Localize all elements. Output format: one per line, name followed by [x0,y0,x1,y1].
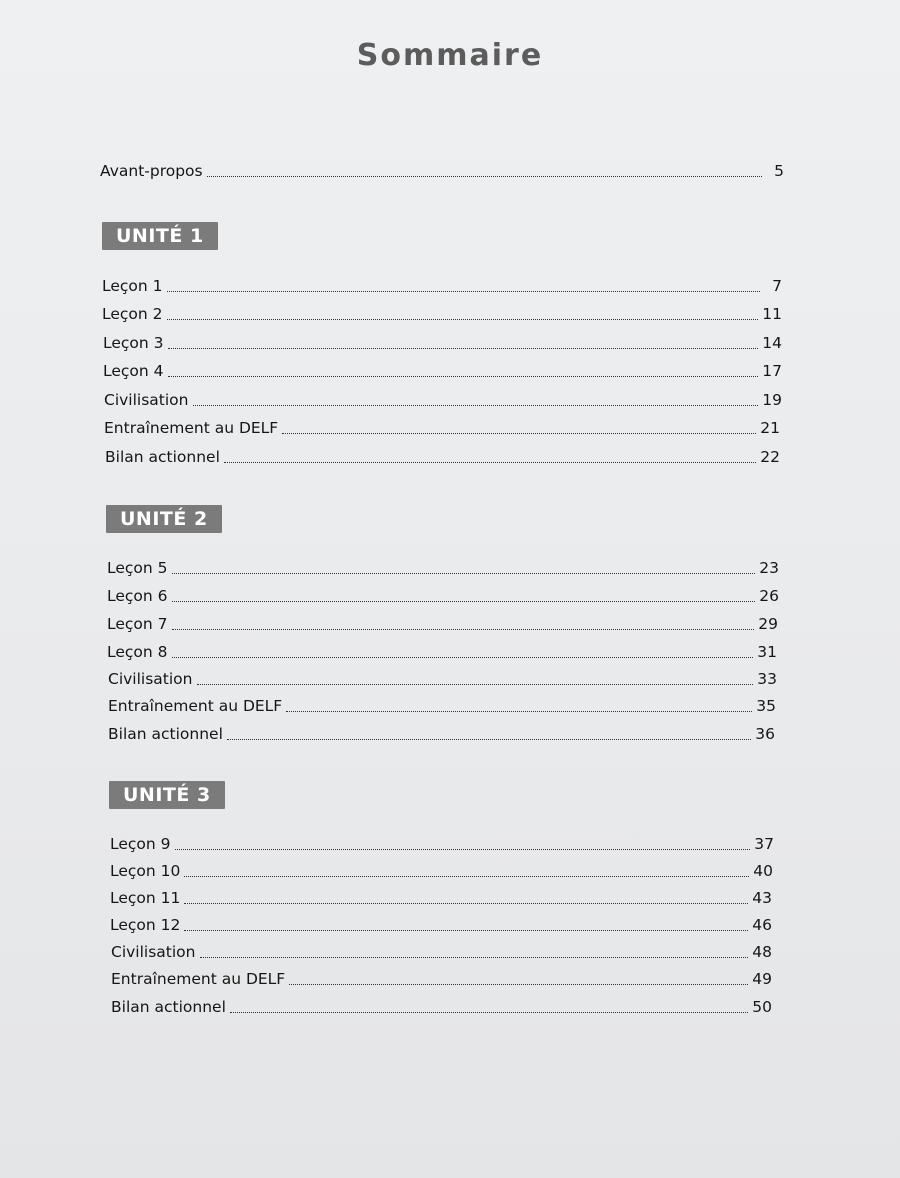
toc-entry [108,666,777,688]
toc-entry-page: 11 [762,305,782,323]
toc-entry [110,831,774,853]
toc-entry-label: Leçon 5 [107,559,168,577]
toc-entry-label: Bilan actionnel [105,448,220,466]
toc-entry-page: 19 [762,391,782,409]
toc-entry [102,301,782,323]
toc-entry-label: Entraînement au DELF [111,970,286,988]
dot-leader [172,600,756,602]
toc-entry-page: 43 [752,889,772,907]
toc-entry-label: Civilisation [108,670,193,688]
toc-entry-page: 21 [760,419,780,437]
toc-entry-label: Bilan actionnel [108,725,223,743]
toc-entry-page: 22 [760,448,780,466]
toc-entry-page: 49 [752,970,772,988]
toc-entry [111,994,772,1016]
toc-entry [102,273,782,295]
dot-leader [193,404,759,406]
toc-entry-page: 5 [774,162,784,180]
toc-entry-page: 40 [753,862,773,880]
toc-entry-page: 26 [759,587,779,605]
toc-entry-label: Entraînement au DELF [108,697,283,715]
toc-entry-page: 7 [772,277,782,295]
dot-leader [286,710,752,712]
toc-entry [105,444,780,466]
toc-entry-label: Leçon 8 [107,643,168,661]
toc-entry-label: Leçon 6 [107,587,168,605]
toc-entry-label: Leçon 7 [107,615,168,633]
toc-entry [108,721,775,743]
unit-badge-3: UNITÉ 3 [109,781,225,809]
unit-badge-2: UNITÉ 2 [106,505,222,533]
dot-leader [167,290,760,292]
toc-entry-page: 14 [762,334,782,352]
toc-entry-label: Leçon 12 [110,916,181,934]
toc-entry [108,693,776,715]
toc-entry-label: Entraînement au DELF [104,419,279,437]
toc-entry [107,639,777,661]
toc-entry-page: 50 [752,998,772,1016]
dot-leader [289,983,748,985]
toc-entry-page: 37 [754,835,774,853]
dot-leader [172,656,754,658]
dot-leader [184,929,748,931]
toc-entry-page: 17 [762,362,782,380]
unit-badge-1: UNITÉ 1 [102,222,218,250]
toc-entry-label: Leçon 1 [102,277,163,295]
toc-entry-label: Leçon 3 [103,334,164,352]
toc-entry [111,939,772,961]
toc-entry-page: 23 [759,559,779,577]
toc-entry-page: 48 [752,943,772,961]
toc-entry [110,858,773,880]
dot-leader [184,875,749,877]
toc-entry [103,358,782,380]
dot-leader [282,432,756,434]
toc-entry-label: Leçon 11 [110,889,181,907]
dot-leader [168,347,759,349]
dot-leader [172,572,756,574]
toc-entry [107,611,778,633]
toc-entry-avant-propos [100,158,784,180]
toc-entry-page: 33 [757,670,777,688]
dot-leader [172,628,755,630]
toc-entry-label: Leçon 2 [102,305,163,323]
toc-entry-label: Leçon 9 [110,835,171,853]
dot-leader [184,902,748,904]
toc-entry-label: Avant-propos [100,162,203,180]
toc-entry-label: Leçon 4 [103,362,164,380]
toc-entry-page: 29 [758,615,778,633]
toc-entry [103,330,782,352]
page-title: Sommaire [356,38,544,73]
toc-entry-page: 36 [755,725,775,743]
toc-entry-page: 46 [752,916,772,934]
toc-entry-label: Civilisation [104,391,189,409]
dot-leader [230,1011,748,1013]
dot-leader [227,738,751,740]
dot-leader [175,848,751,850]
dot-leader [167,318,759,320]
toc-entry [107,555,779,577]
toc-entry [110,912,772,934]
toc-entry [111,966,772,988]
toc-entry-label: Leçon 10 [110,862,181,880]
toc-entry [104,387,782,409]
toc-entry [107,583,779,605]
toc-entry-label: Bilan actionnel [111,998,226,1016]
toc-entry-label: Civilisation [111,943,196,961]
dot-leader [224,461,756,463]
toc-entry [104,415,780,437]
dot-leader [197,683,754,685]
toc-entry-page: 31 [757,643,777,661]
dot-leader [207,175,762,177]
toc-entry-page: 35 [756,697,776,715]
dot-leader [168,375,759,377]
dot-leader [200,956,749,958]
toc-entry [110,885,772,907]
